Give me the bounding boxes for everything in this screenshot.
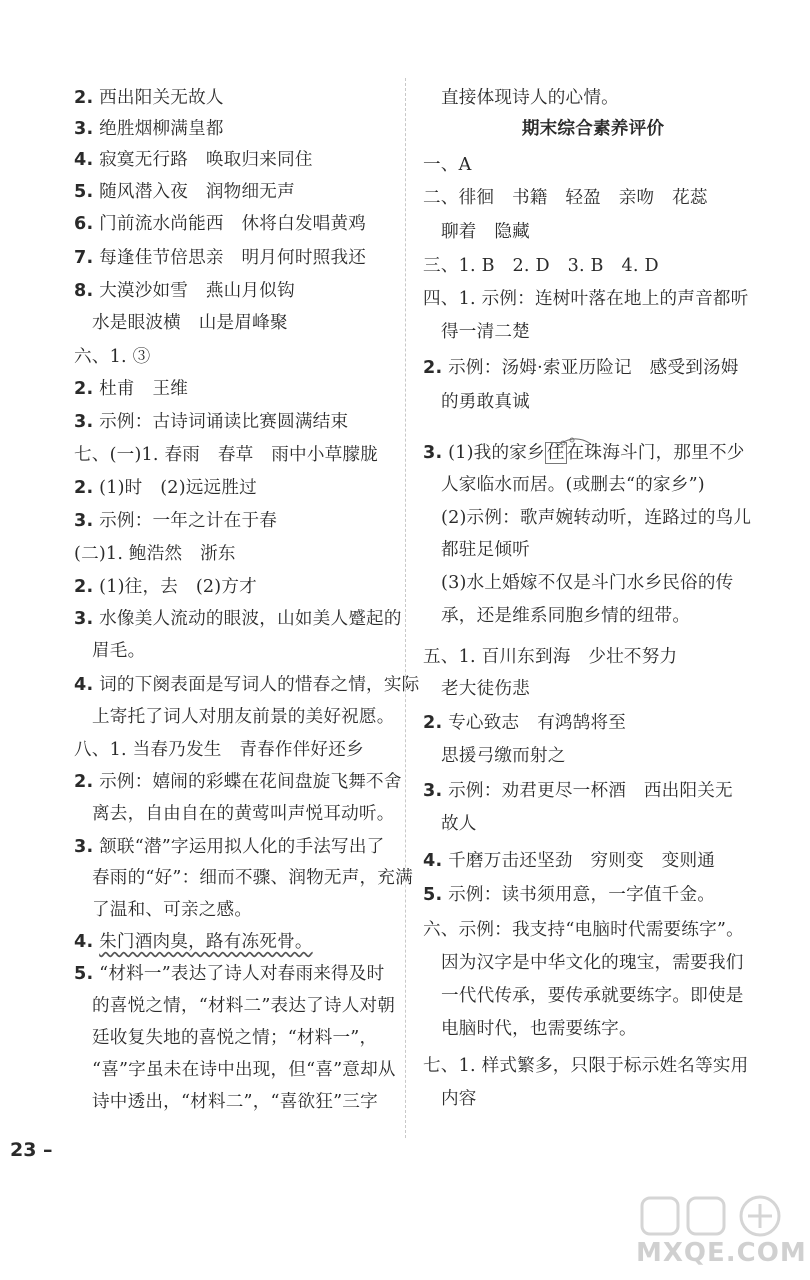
answer-text: 得一清二楚: [441, 322, 530, 342]
answer-line: [441, 604, 690, 628]
answer-line: [74, 345, 150, 369]
answer-text: “材料一”表达了诗人对春雨来得及时: [99, 964, 385, 984]
answer-line: [92, 898, 252, 922]
question-number: 3.: [74, 511, 94, 531]
answer-line: [74, 509, 277, 533]
answer-text: 随风潜入夜 润物细无声: [99, 182, 295, 202]
answer-text: 人家临水而居。(或删去“的家乡”): [441, 475, 705, 495]
question-number: 3.: [423, 443, 443, 463]
answer-text: 六、1. ③: [74, 347, 151, 367]
answer-line: [74, 476, 257, 500]
answer-line: [74, 738, 364, 762]
answer-text: 三、1. B 2. D 3. B 4. D: [423, 256, 659, 276]
answer-line: [423, 153, 472, 177]
answer-text: 颔联“潜”字运用拟人化的手法写出了: [99, 837, 385, 857]
answer-line: [441, 1087, 477, 1111]
answer-line: [441, 390, 530, 414]
answer-line: [92, 639, 145, 663]
answer-text: 春雨的“好”：细而不骤、润物无声，充满: [92, 868, 413, 888]
answer-text: (1)往，去 (2)方才: [99, 577, 257, 597]
answer-text: 示例：劝君更尽一杯酒 西出阳关无: [448, 781, 733, 801]
answer-text: 示例：读书须用意，一字值千金。: [448, 885, 716, 905]
answer-line: [441, 677, 530, 701]
answer-text: (1)我的家乡: [448, 443, 545, 463]
answer-text: 八、1. 当春乃发生 青春作伴好还乡: [74, 740, 364, 760]
answer-line: [92, 994, 395, 1018]
answer-line: [441, 744, 566, 768]
question-number: 2.: [74, 379, 94, 399]
answer-line: [441, 951, 744, 975]
answer-line: [423, 779, 733, 803]
answer-text: 示例：古诗词诵读比赛圆满结束: [99, 412, 349, 432]
answer-line: [423, 356, 739, 380]
question-number: 4.: [423, 851, 443, 871]
answer-text: 七、1. 样式繁多，只限于标示姓名等实用: [423, 1056, 749, 1076]
answer-text: 杜甫 王维: [99, 379, 189, 399]
answer-line: [92, 802, 395, 826]
watermark-text: MXQE.COM: [636, 1238, 807, 1268]
answer-line: [74, 86, 224, 110]
answer-text: 承，还是维系同胞乡情的纽带。: [441, 606, 691, 626]
question-number: 2.: [74, 478, 94, 498]
answer-text: 水是眼波横 山是眉峰聚: [92, 313, 288, 333]
answer-line: [441, 538, 530, 562]
answer-text: 直接体现诗人的心情。: [441, 88, 619, 108]
answer-text: 聊着 隐藏: [441, 222, 530, 242]
answer-line: [441, 86, 619, 110]
answer-line: [74, 607, 402, 631]
answer-line: [423, 711, 626, 735]
answer-line: [441, 984, 744, 1008]
answer-text: (二)1. 鲍浩然 浙东: [74, 544, 236, 564]
answer-line: [92, 1058, 396, 1082]
answer-text: 在珠海斗门，那里不少: [566, 443, 745, 463]
question-number: 3.: [423, 781, 443, 801]
answer-line: [74, 962, 384, 986]
answer-line: [92, 705, 395, 729]
answer-text: 离去，自由自在的黄莺叫声悦耳动听。: [92, 804, 395, 824]
answer-text: 示例：汤姆·索亚历险记 感受到汤姆: [448, 358, 739, 378]
answer-text: 朱门酒肉臭，路有冻死骨。: [99, 932, 313, 952]
answer-text: 寂寞无行路 唤取归来同住: [99, 150, 313, 170]
answer-text: 诗中透出，“材料二”，“喜欲狂”三字: [92, 1092, 378, 1112]
answer-text: 故人: [441, 814, 477, 834]
section-heading-text: 期末综合素养评价: [521, 119, 665, 139]
answer-line: [74, 770, 402, 794]
question-number: 2.: [74, 772, 94, 792]
answer-text: 因为汉字是中华文化的瑰宝，需要我们: [441, 953, 744, 973]
answer-line: [74, 212, 366, 236]
question-number: 3.: [74, 412, 94, 432]
answer-text: 一、A: [423, 155, 472, 175]
watermark-icon: [636, 1194, 796, 1244]
answer-line: [74, 117, 224, 141]
answer-line: [92, 311, 288, 335]
answer-text: 西出阳关无故人: [99, 88, 224, 108]
question-number: 6.: [74, 214, 94, 234]
answer-text: 词的下阕表面是写词人的惜春之情，实际: [99, 675, 420, 695]
answer-text: 七、(一)1. 春雨 春草 雨中小草朦胧: [74, 445, 379, 465]
section-heading: [423, 117, 763, 141]
answer-text: “喜”字虽未在诗中出现，但“喜”意却从: [92, 1060, 396, 1080]
answer-text: 二、徘徊 书籍 轻盈 亲吻 花蕊: [423, 188, 708, 208]
answer-text: (3)水上婚嫁不仅是斗门水乡民俗的传: [441, 573, 734, 593]
question-number: 4.: [74, 150, 94, 170]
answer-line: [74, 575, 257, 599]
answer-line: [74, 148, 313, 172]
answer-text: 眉毛。: [92, 641, 146, 661]
answer-text: 水像美人流动的眼波，山如美人蹙起的: [99, 609, 402, 629]
question-number: 4.: [74, 932, 94, 952]
question-number: 3.: [74, 119, 94, 139]
answer-line: [74, 279, 295, 303]
answer-line: [74, 930, 313, 954]
answer-text: 四、1. 示例：连树叶落在地上的声音都听: [423, 289, 749, 309]
answer-text: 的喜悦之情，“材料二”表达了诗人对朝: [92, 996, 396, 1016]
answer-text: 上寄托了词人对朋友前景的美好祝愿。: [92, 707, 395, 727]
answer-line: [74, 443, 378, 467]
answer-text: (1)时 (2)远远胜过: [99, 478, 257, 498]
question-number: 2.: [74, 88, 94, 108]
answer-line: [423, 287, 748, 311]
answer-line: [441, 571, 733, 595]
answer-line: [74, 180, 295, 204]
answer-text: 示例：一年之计在于春: [99, 511, 278, 531]
question-number: 2.: [74, 577, 94, 597]
answer-line: [423, 441, 745, 465]
answer-line: [423, 849, 715, 873]
answer-line: [74, 542, 236, 566]
answer-text: 的勇敢真诚: [441, 392, 530, 412]
answer-line: [423, 918, 744, 942]
question-number: 3.: [74, 837, 94, 857]
answer-text: 廷收复失地的喜悦之情；“材料一”，: [92, 1028, 378, 1048]
answer-text: 门前流水尚能西 休将白发唱黄鸡: [99, 214, 367, 234]
page-number: 23 –: [10, 1139, 53, 1161]
answer-text: 一代代传承，要传承就要练字。即使是: [441, 986, 744, 1006]
answer-line: [74, 246, 366, 270]
answer-line: [441, 220, 530, 244]
answer-text: 专心致志 有鸿鹄将至: [448, 713, 627, 733]
answer-line: [74, 835, 384, 859]
answer-line: [92, 1026, 377, 1050]
answer-text: 内容: [441, 1089, 477, 1109]
column-divider: [405, 78, 406, 1138]
answer-line: [441, 506, 751, 530]
answer-line: [74, 377, 188, 401]
answer-line: [441, 812, 477, 836]
answer-text: 老大徒伤悲: [441, 679, 530, 699]
answer-text: 绝胜烟柳满皇都: [99, 119, 224, 139]
question-number: 7.: [74, 248, 94, 268]
answer-text: 了温和、可亲之感。: [92, 900, 253, 920]
question-number: 4.: [74, 675, 94, 695]
answer-text: 都驻足倾听: [441, 540, 530, 560]
question-number: 8.: [74, 281, 94, 301]
question-number: 2.: [423, 358, 443, 378]
answer-line: [441, 320, 530, 344]
answer-text: 五、1. 百川东到海 少壮不努力: [423, 647, 678, 667]
question-number: 5.: [74, 964, 94, 984]
answer-text: 每逢佳节倍思亲 明月何时照我还: [99, 248, 367, 268]
question-number: 5.: [74, 182, 94, 202]
answer-line: [92, 866, 413, 890]
answer-text: 示例：嬉闹的彩蝶在花间盘旋飞舞不舍: [99, 772, 402, 792]
question-number: 3.: [74, 609, 94, 629]
answer-text: 电脑时代，也需要练字。: [441, 1019, 637, 1039]
answer-text: 思援弓缴而射之: [441, 746, 566, 766]
answer-text: 六、示例：我支持“电脑时代需要练字”。: [423, 920, 744, 940]
answer-text: 大漠沙如雪 燕山月似钩: [99, 281, 295, 301]
answer-line: [441, 1017, 637, 1041]
answer-line: [441, 473, 705, 497]
answer-line: [92, 1090, 378, 1114]
question-number: 5.: [423, 885, 443, 905]
answer-line: [423, 883, 715, 907]
answer-line: [423, 254, 659, 278]
answer-line: [74, 410, 348, 434]
answer-line: [423, 1054, 748, 1078]
answer-line: [423, 645, 677, 669]
answer-line: [74, 673, 419, 697]
answer-text: (2)示例：歌声婉转动听，连路过的鸟儿: [441, 508, 752, 528]
question-number: 2.: [423, 713, 443, 733]
watermark-logo: [636, 1194, 807, 1274]
answer-text: 千磨万击还坚劲 穷则变 变则通: [448, 851, 716, 871]
boxed-character: 住: [546, 443, 565, 463]
answer-line: [423, 186, 708, 210]
